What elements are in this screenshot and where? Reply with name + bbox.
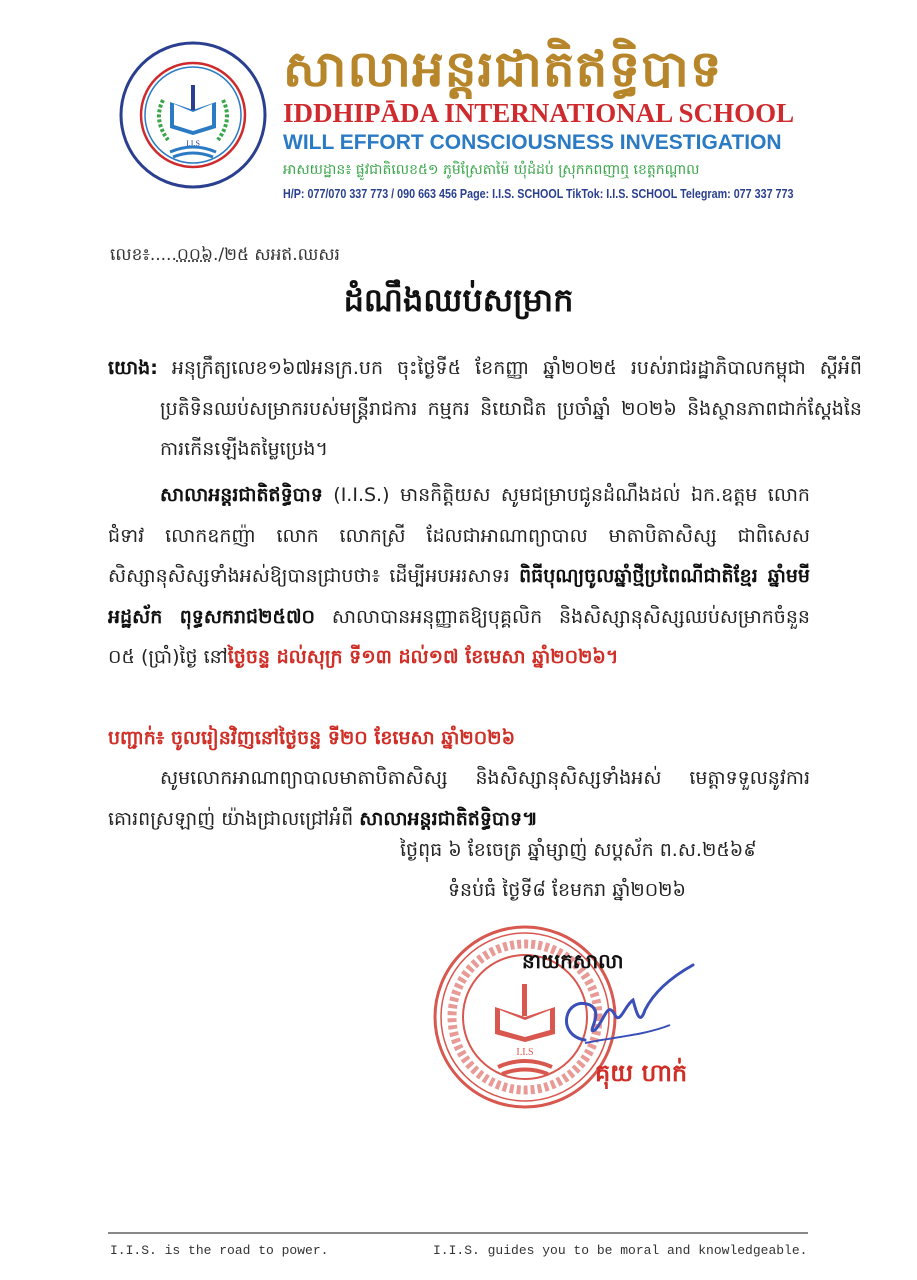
ref-number-value: ០០៦: [176, 245, 213, 265]
event-name: ពិធីបុណ្យចូលឆ្នាំថ្មីប្រពៃណីជាតិខ្មែរ ឆ្នាំមមី អដ្ឋស័ក ពុទ្ធសករាជ២៥៧០: [108, 565, 810, 628]
school-name-khmer: សាលាអន្តរជាតិឥទ្ធិបាទ: [283, 40, 723, 98]
lunar-date: ថ្ងៃពុធ ៦ ខែចេត្រ ឆ្នាំម្សាញ់ សប្តស័ក ព.ស.២៥៦៩: [400, 839, 757, 861]
school-name-closing: សាលាអន្តរជាតិឥទ្ធិបាទ៕: [359, 807, 538, 830]
holiday-dates: ថ្ងៃចន្ទ ដល់សុក្រ ទី១៣ ដល់១៧ ខែមេសា ឆ្នាំ២០២៦។: [227, 646, 619, 668]
announcement-paragraph: [108, 475, 810, 678]
solar-date: ទំនប់ធំ ថ្ងៃទី៨ ខែមករា ឆ្នាំ២០២៦: [448, 879, 686, 901]
document-title: ដំណឹងឈប់សម្រាក: [343, 281, 574, 319]
school-contact: H/P: 077/070 337 773 / 090 663 456 Page: I.I.S. SCHOOL TikTok: I.I.S. SCHOOL Telegram: 077 337 773: [283, 187, 794, 201]
closing-paragraph: [108, 758, 810, 839]
announcement-text-2: សាលាបានអនុញ្ញាតឱ្យបុគ្គលិក និងសិស្សានុសិស្សឈប់សម្រាកចំនួន ០៥ (ប្រាំ)ថ្ងៃ នៅ: [108, 605, 810, 668]
footer-divider: [108, 1232, 808, 1234]
closing-text: សូមលោកអាណាព្យាបាលមាតាបិតាសិស្ស និងសិស្សានុសិស្សទាំងអស់ មេត្តាទទួលនូវការ គោរពស្រឡាញ់ យ៉ាងជ្រាលជ្រៅអំពី: [108, 767, 810, 830]
school-motto: WILL EFFORT CONSCIOUSNESS INVESTIGATION: [283, 131, 782, 154]
signature: [545, 955, 705, 1055]
ref-label: លេខ៖.....: [110, 245, 177, 265]
svg-text:I.I.S: I.I.S: [186, 139, 200, 148]
reference-text: អនុក្រឹត្យលេខ១៦៧អនក្រ.បក ចុះថ្ងៃទី៥ ខែកញ្ញា ឆ្នាំ២០២៥ របស់រាជរដ្ឋាភិបាលកម្ពុជា ស្តីអំពីប្រតិទិនឈប់សម្រាករបស់មន្ត្រីរាជការ កម្មករ និយោជិត ប្រចាំឆ្នាំ ២០២៦ និងស្ថានភាពជាក់ស្តែងនៃការកើនឡើងតម្លៃប្រេង។: [157, 357, 862, 460]
signatory-name: គុយ ហាក់: [595, 1059, 688, 1087]
footer-slogan-right: I.I.S. guides you to be moral and knowledgeable.: [433, 1243, 808, 1258]
school-name-english: IDDHIPĀDA INTERNATIONAL SCHOOL: [283, 98, 795, 128]
reference-number: [110, 244, 340, 269]
stamp-center-text: I.I.S: [516, 1047, 534, 1058]
reference-paragraph: [108, 348, 862, 470]
school-address: អាសយដ្ឋាន៖ ផ្លូវជាតិលេខ៥១ ភូមិស្រែតាម៉ៃ ឃុំដំដប់ ស្រុកកពញាឮ ខេត្តកណ្ដាល: [283, 162, 700, 178]
school-name-bold: សាលាអន្តរជាតិឥទ្ធិបាទ: [160, 484, 323, 506]
ref-suffix: ./២៥ សអឥ.ឈសរ: [212, 245, 340, 265]
signatory-role: នាយកសាលា: [522, 949, 624, 973]
school-logo: [118, 40, 268, 190]
footer-slogan-left: I.I.S. is the road to power.: [110, 1243, 329, 1258]
announcement-text-1: (I.I.S.) មានកិត្តិយស សូមជម្រាបជូនដំណឹងដល់ ឯក.ឧត្តម លោកជំទាវ លោកឧកញ៉ា លោក លោកស្រី ដែលជាអាណាព្យាបាល មាតាបិតាសិស្ស ជាពិសេសសិស្សានុសិស្សទាំងអស់ឱ្យបានជ្រាបថា៖ ដើម្បីអបអរសាទរ: [108, 484, 810, 587]
reference-label: យោង:: [108, 357, 158, 379]
return-date-note: បញ្ជាក់៖ ចូលរៀនវិញនៅថ្ងៃចន្ទ ទី២០ ខែមេសា ឆ្នាំ២០២៦: [108, 727, 516, 749]
